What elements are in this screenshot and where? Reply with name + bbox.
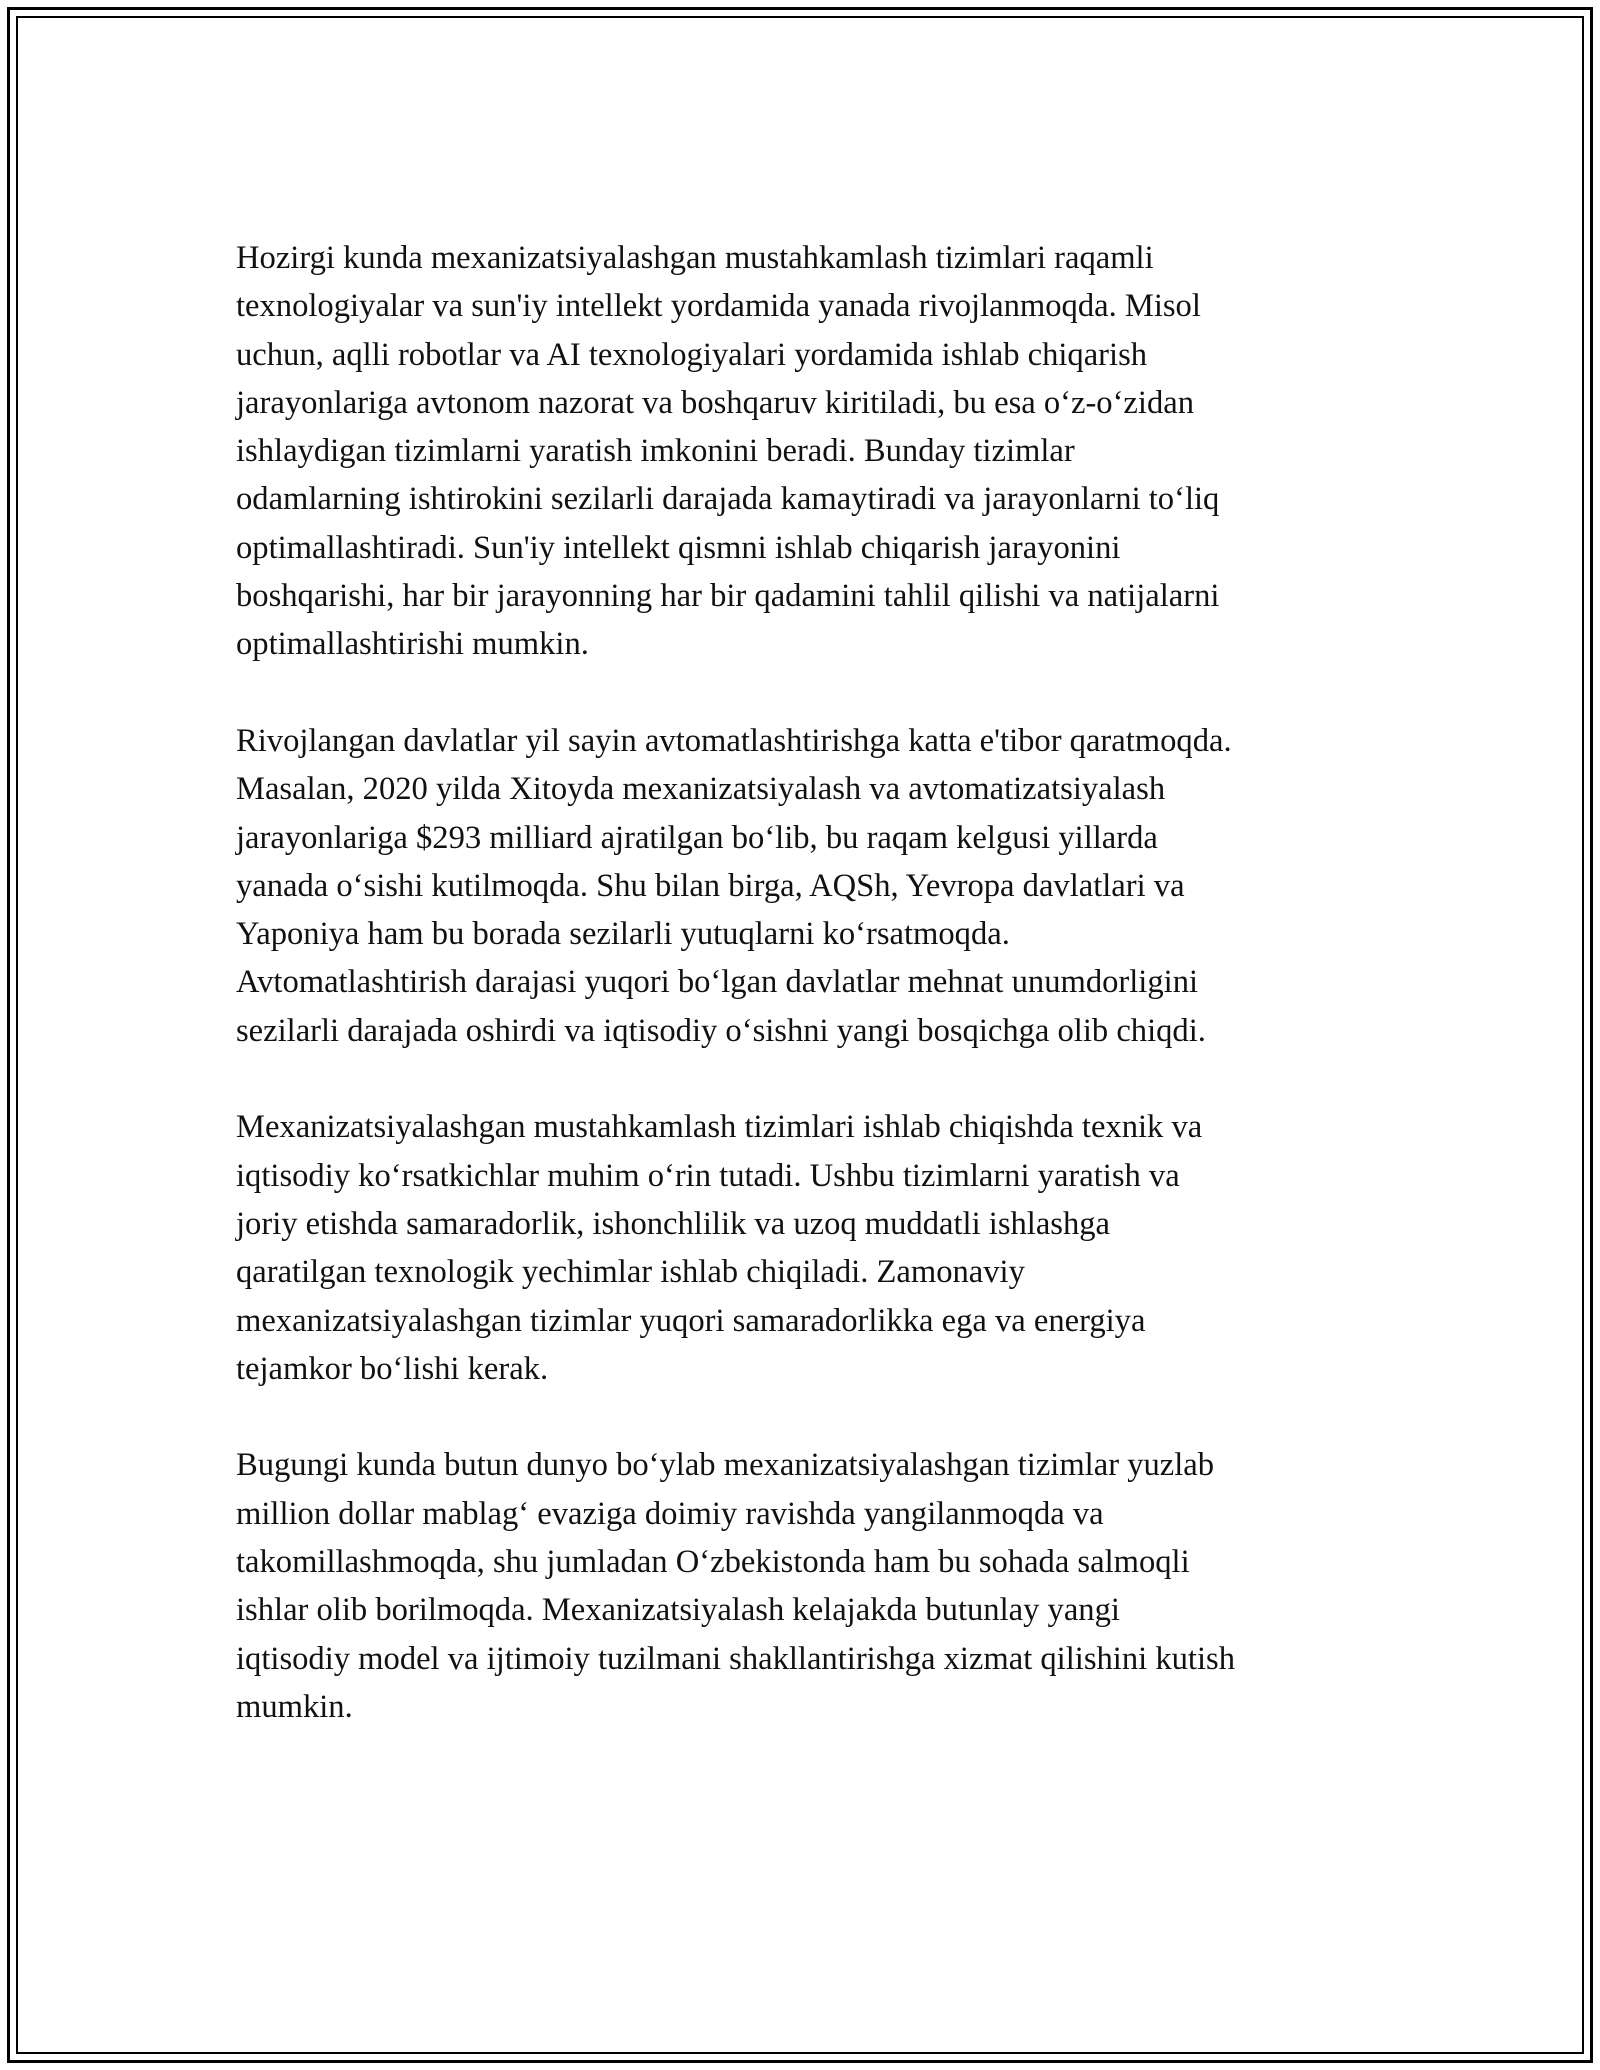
text-line: Mexanizatsiyalashgan mustahkamlash tizimlari ishlab chiqishda texnik va <box>236 1109 1203 1146</box>
text-line: ishlaydigan tizimlarni yaratish imkonini beradi. Bunday tizimlar <box>236 433 1075 470</box>
text-line: iqtisodiy ko‘rsatkichlar muhim o‘rin tutadi. Ushbu tizimlarni yaratish va <box>236 1157 1180 1194</box>
text-line: boshqarishi, har bir jarayonning har bir qadamini tahlil qilishi va natijalarni <box>236 578 1220 615</box>
text-line: optimallashtirishi mumkin. <box>236 626 589 663</box>
text-line: Avtomatlashtirish darajasi yuqori bo‘lgan davlatlar mehnat unumdorligini <box>236 964 1199 1001</box>
text-line: sezilarli darajada oshirdi va iqtisodiy o‘sishni yangi bosqichga olib chiqdi. <box>236 1012 1206 1049</box>
text-line: million dollar mablag‘ evaziga doimiy ravishda yangilanmoqda va <box>236 1495 1104 1532</box>
text-line: Masalan, 2020 yilda Xitoyda mexanizatsiyalash va avtomatizatsiyalash <box>236 771 1166 808</box>
text-line: Yaponiya ham bu borada sezilarli yutuqlarni ko‘rsatmoqda. <box>236 916 1010 953</box>
text-line: Hozirgi kunda mexanizatsiyalashgan mustahkamlash tizimlari raqamli <box>236 240 1154 276</box>
text-line: texnologiyalar va sun'iy intellekt yordamida yanada rivojlanmoqda. Misol <box>236 288 1201 325</box>
text-line: jarayonlariga avtonom nazorat va boshqaruv kiritiladi, bu esa o‘z-o‘zidan <box>236 384 1194 421</box>
paragraph-2 <box>236 717 1366 1055</box>
text-line: mumkin. <box>236 1688 353 1725</box>
document-body <box>236 234 1366 1780</box>
text-line: uchun, aqlli robotlar va AI texnologiyalari yordamida ishlab chiqarish <box>236 336 1148 373</box>
text-line: Rivojlangan davlatlar yil sayin avtomatlashtirishga katta e'tibor qaratmoqda. <box>236 722 1232 759</box>
text-line: joriy etishda samaradorlik, ishonchlilik va uzoq muddatli ishlashga <box>236 1205 1111 1242</box>
text-line: optimallashtiradi. Sun'iy intellekt qismni ishlab chiqarish jarayonini <box>236 529 1121 566</box>
text-line: iqtisodiy model va ijtimoiy tuzilmani shakllantirishga xizmat qilishini kutish <box>236 1640 1235 1677</box>
text-line: mexanizatsiyalashgan tizimlar yuqori samaradorlikka ega va energiya <box>236 1302 1146 1339</box>
text-line: yanada o‘sishi kutilmoqda. Shu bilan birga, AQSh, Yevropa davlatlari va <box>236 867 1185 904</box>
text-line: takomillashmoqda, shu jumladan O‘zbekistonda ham bu sohada salmoqli <box>236 1544 1190 1581</box>
paragraph-3 <box>236 1103 1366 1393</box>
text-line: Bugungi kunda butun dunyo bo‘ylab mexanizatsiyalashgan tizimlar yuzlab <box>236 1447 1215 1484</box>
text-line: qaratilgan texnologik yechimlar ishlab chiqiladi. Zamonaviy <box>236 1254 1025 1291</box>
text-line: tejamkor bo‘lishi kerak. <box>236 1350 549 1387</box>
text-line: jarayonlariga $293 milliard ajratilgan bo‘lib, bu raqam kelgusi yillarda <box>236 819 1158 856</box>
paragraph-1 <box>236 234 1366 669</box>
text-line: ishlar olib borilmoqda. Mexanizatsiyalash kelajakda butunlay yangi <box>236 1592 1120 1629</box>
text-line: odamlarning ishtirokini sezilarli darajada kamaytiradi va jarayonlarni to‘liq <box>236 481 1220 518</box>
paragraph-4 <box>236 1441 1366 1731</box>
